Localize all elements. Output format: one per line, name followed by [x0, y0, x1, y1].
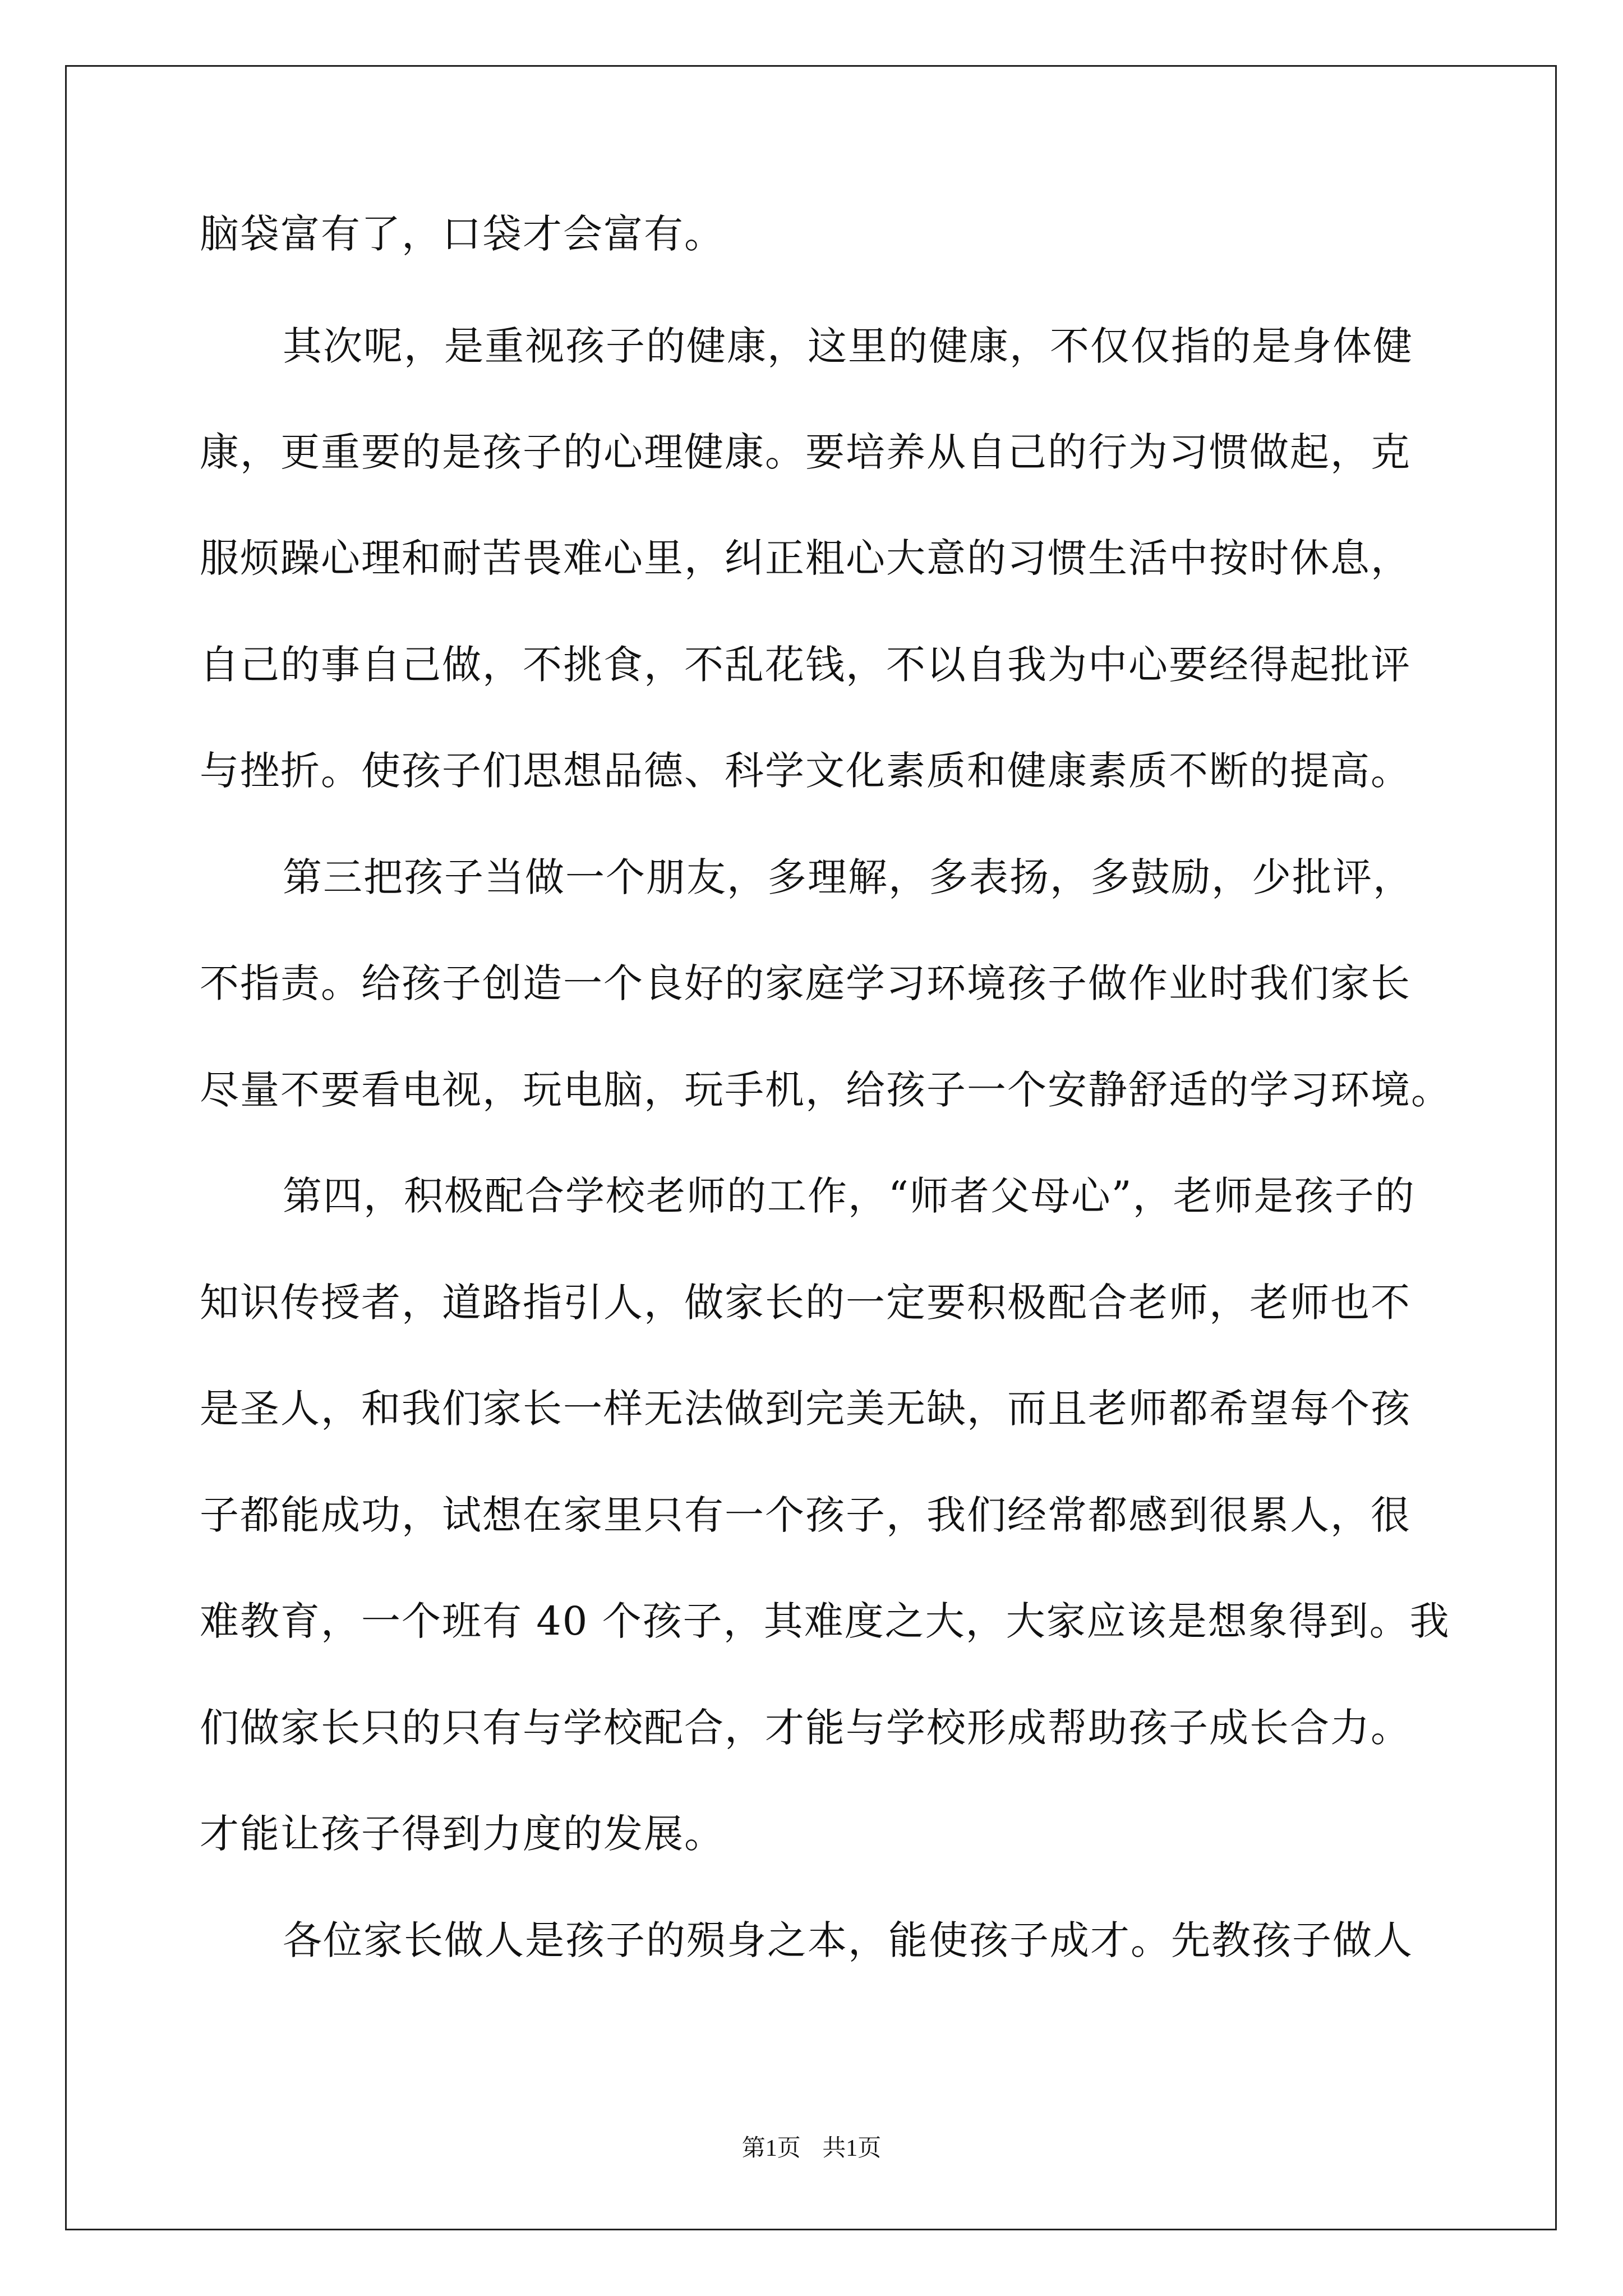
page-border	[65, 65, 1557, 2230]
text-line: 们做家长只的只有与学校配合，才能与学校形成帮助孩子成长合力。	[200, 1705, 1411, 1751]
text-line: 与挫折。使孩子们思想品德、科学文化素质和健康素质不断的提高。	[200, 748, 1411, 794]
text-line: 知识传授者，道路指引人，做家长的一定要积极配合老师，老师也不	[200, 1280, 1411, 1326]
paragraph-start-line: 其次呢，是重视孩子的健康，这里的健康，不仅仅指的是身体健	[283, 323, 1413, 369]
text-line: 不指责。给孩子创造一个良好的家庭学习环境孩子做作业时我们家长	[200, 960, 1411, 1006]
text-line: 康，更重要的是孩子的心理健康。要培养从自己的行为习惯做起，克	[200, 429, 1411, 475]
paragraph-start-line: 第四，积极配合学校老师的工作，“师者父母心”，老师是孩子的	[283, 1173, 1415, 1219]
page-footer	[0, 2132, 1623, 2165]
paragraph-start-line: 第三把孩子当做一个朋友，多理解，多表扬，多鼓励，少批评，	[283, 854, 1413, 900]
text-line: 自己的事自己做，不挑食，不乱花钱，不以自我为中心要经得起批评	[200, 642, 1411, 688]
text-line: 是圣人，和我们家长一样无法做到完美无缺，而且老师都希望每个孩	[200, 1386, 1411, 1432]
text-line: 子都能成功，试想在家里只有一个孩子，我们经常都感到很累人，很	[200, 1492, 1411, 1538]
text-line: 难教育，一个班有 40 个孩子，其难度之大，大家应该是想象得到。我	[200, 1598, 1450, 1644]
text-line: 尽量不要看电视，玩电脑，玩手机，给孩子一个安静舒适的学习环境。	[200, 1067, 1451, 1113]
page-number-current: 第1页	[741, 2136, 801, 2161]
page-number-total: 共1页	[822, 2136, 882, 2161]
text-line: 才能让孩子得到力度的发展。	[200, 1811, 725, 1857]
text-line: 脑袋富有了，口袋才会富有。	[200, 211, 725, 257]
text-line: 服烦躁心理和耐苦畏难心里，纠正粗心大意的习惯生活中按时休息，	[200, 535, 1411, 581]
paragraph-start-line: 各位家长做人是孩子的殒身之本，能使孩子成才。先教孩子做人	[283, 1917, 1413, 1963]
